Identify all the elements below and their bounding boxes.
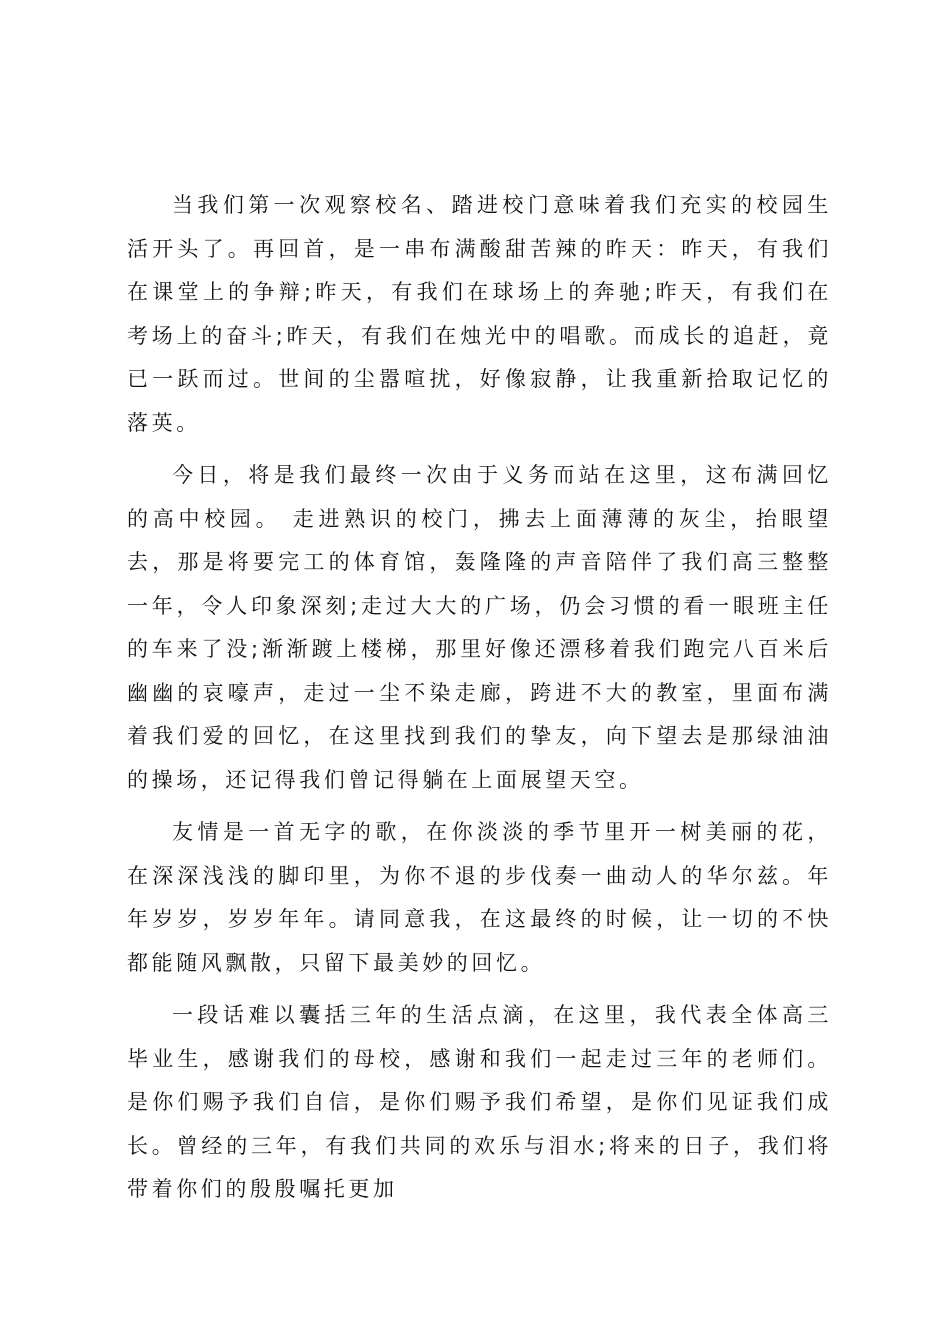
paragraph-2: 今日，将是我们最终一次由于义务而站在这里，这布满回忆的高中校园。 走进熟识的校门，拂去上面薄薄的灰尘，抬眼望去，那是将要完工的体育馆，轰隆隆的声音陪伴了我们高三整整一年，令人印象深刻;走过大大的广场，仍会习惯的看一眼班主任的车来了没;渐渐踱上楼梯，那里好像还漂移着我们跑完八百米后幽幽的哀嚎声，走过一尘不染走廊，跨进不大的教室，里面布满着我们爱的回忆，在这里找到我们的挚友，向下望去是那绿油油的操场，还记得我们曾记得躺在上面展望天空。 bbox=[127, 463, 832, 792]
document-body bbox=[127, 184, 832, 1212]
paragraph-3: 友情是一首无字的歌，在你淡淡的季节里开一树美丽的花，在深深浅浅的脚印里，为你不退的步伐奏一曲动人的华尔兹。年年岁岁，岁岁年年。请同意我，在这最终的时候，让一切的不快都能随风飘散，只留下最美妙的回忆。 bbox=[127, 820, 832, 975]
paragraph-1: 当我们第一次观察校名、踏进校门意味着我们充实的校园生活开头了。再回首，是一串布满酸甜苦辣的昨天：昨天，有我们在课堂上的争辩;昨天，有我们在球场上的奔驰;昨天，有我们在考场上的奋斗;昨天，有我们在烛光中的唱歌。而成长的追赶，竟已一跃而过。世间的尘嚣喧扰，好像寂静，让我重新拾取记忆的落英。 bbox=[127, 193, 832, 435]
paragraph-4: 一段话难以囊括三年的生活点滴，在这里，我代表全体高三毕业生，感谢我们的母校，感谢和我们一起走过三年的老师们。是你们赐予我们自信，是你们赐予我们希望，是你们见证我们成长。曾经的三年，有我们共同的欢乐与泪水;将来的日子，我们将带着你们的殷殷嘱托更加 bbox=[127, 1003, 832, 1201]
